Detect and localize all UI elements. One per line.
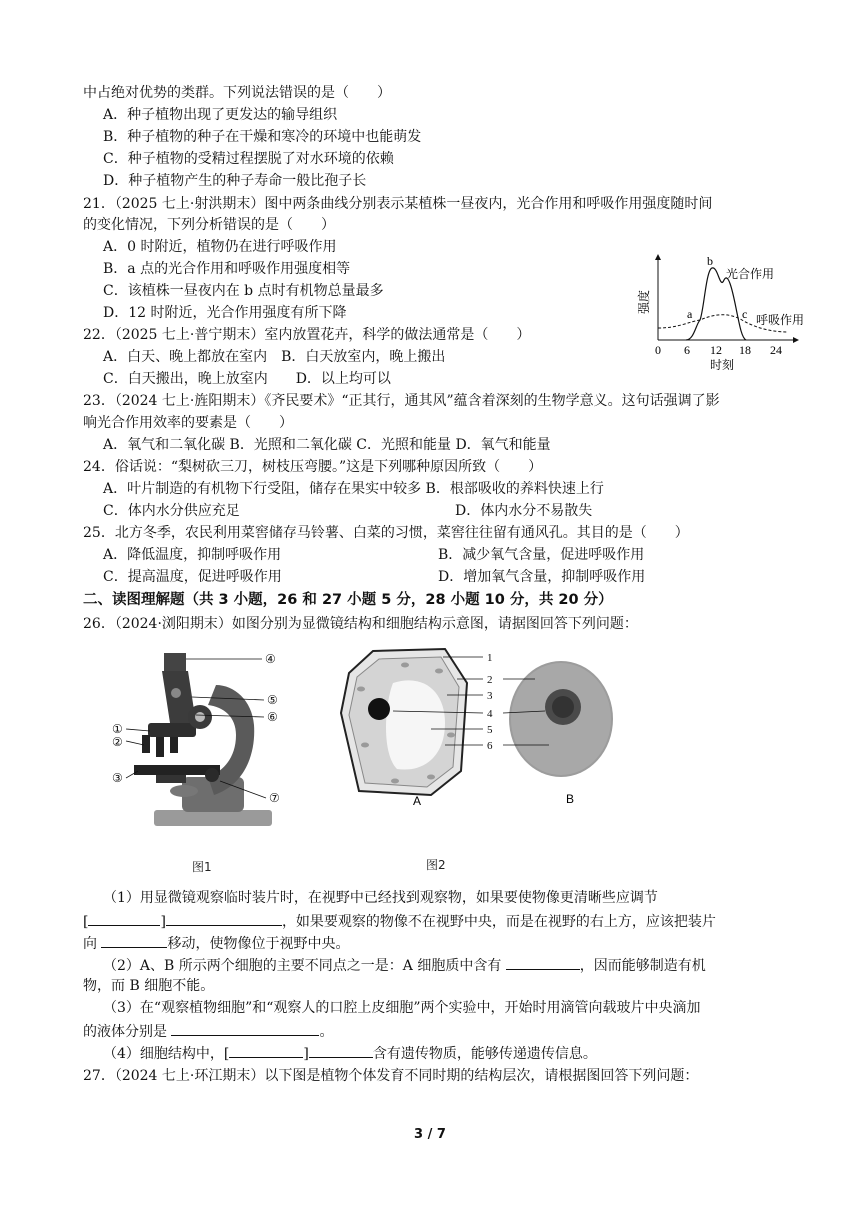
q26-part2-line1: （2）A、B 所示两个细胞的主要不同点之一是：A 细胞质中含有 ，因而能够制造有机 [103,954,706,976]
microscope-figure [104,645,300,830]
y-axis-arrow [655,254,661,260]
figure-1-caption: 图1 [192,860,212,874]
cell-label-2: 2 [487,674,493,686]
scope-label-1: ① [112,722,123,736]
plant-nucleus [368,698,390,720]
q25-option-a: A．降低温度，抑制呼吸作用 [103,547,282,563]
q26-part4: （4）细胞结构中，[ ] 含有遗传物质，能够传递遗传信息。 [103,1042,597,1064]
q23-stem-line2: 响光合作用效率的要素是（ ） [83,415,293,431]
cell-label-1: 1 [487,652,493,664]
q20-stem-tail: 中占绝对优势的类群。下列说法错误的是（ ） [83,85,391,101]
q25-stem: 25．北方冬季，农民利用菜窖储存马铃薯、白菜的习惯，菜窖往往留有通风孔。其目的是（ ） [83,525,689,541]
respiration-label: 呼吸作用 [756,313,805,327]
point-c-label: c [742,307,748,321]
answer-blank-4a[interactable] [229,1042,303,1058]
q26-part1-line3: 向 移动，使物像位于视野中央。 [83,932,349,954]
q26-stem: 26．（2024·浏阳期末）如图分别为显微镜结构和细胞结构示意图，请据图回答下列问题： [83,616,638,632]
q20-option-c: C．种子植物的受精过程摆脱了对水环境的依赖 [103,151,394,167]
answer-blank-1c[interactable] [101,932,167,948]
scope-label-6: ⑥ [267,710,278,724]
answer-blank-1a[interactable] [88,910,160,926]
cell-b-label: B [566,792,575,806]
q21-option-a: A．0 时附近，植物仍在进行呼吸作用 [103,239,337,255]
q22-stem: 22．（2025 七上·普宁期末）室内放置花卉，科学的做法通常是（ ） [83,327,531,343]
nosepiece [148,723,196,737]
q21-stem-line1: 21．（2025 七上·射洪期末）图中两条曲线分别表示某植株一昼夜内，光合作用和呼吸作用强度随时间 [83,196,713,212]
q20-option-a: A．种子植物出现了更发达的输导组织 [103,107,338,123]
cell-structure-figure [335,643,645,813]
tick-12: 12 [710,343,722,357]
q20-option-b: B．种子植物的种子在干燥和寒冷的环境中也能萌发 [103,129,422,145]
q27-stem: 27．（2024 七上·环江期末）以下图是植物个体发育不同时期的结构层次，请根据图回答下列问题： [83,1068,699,1084]
figure-2-caption: 图2 [426,858,446,872]
mirror-icon [170,785,198,797]
x-axis-label: 时刻 [710,358,735,372]
tick-0: 0 [655,343,661,357]
q25-option-c: C．提高温度，促进呼吸作用 [103,569,282,585]
q23-options: A．氧气和二氧化碳 B．光照和二氧化碳 C．光照和能量 D．氧气和能量 [103,437,551,453]
q24-options-ab: A．叶片制造的有机物下行受阻，储存在果实中较多 B．根部吸收的养料快速上行 [103,481,604,497]
microscope-base [154,810,272,826]
q21-stem-line2: 的变化情况，下列分析错误的是（ ） [83,217,335,233]
photosynthesis-label: 光合作用 [726,267,775,281]
answer-blank-4b[interactable] [309,1042,373,1058]
tick-24: 24 [770,343,782,357]
scope-label-4: ④ [265,652,276,666]
q20-option-d: D．种子植物产生的种子寿命一般比孢子长 [103,173,367,189]
eyepiece-icon [164,653,186,671]
q25-option-d: D．增加氧气含量，抑制呼吸作用 [438,569,646,585]
cell-label-4: 4 [487,708,493,720]
q22-options-ab: A．白天、晚上都放在室内 B．白天放室内，晚上搬出 [103,349,446,365]
q26-part1-line2: [ ] ，如果要观察的物像不在视野中央，而是在视野的右上方，应该把装片 [83,910,716,932]
q24-stem: 24．俗话说：“梨树砍三刀，树枝压弯腰。”这是下列哪种原因所致（ ） [83,459,543,475]
photosynthesis-respiration-graph [628,250,828,375]
q24-option-d: D．体内水分不易散失 [455,503,593,519]
cell-label-3: 3 [487,690,493,702]
q21-option-b: B．a 点的光合作用和呼吸作用强度相等 [103,261,351,277]
fine-focus-knob [205,768,219,782]
scope-label-3: ③ [112,771,123,785]
x-axis-arrow [793,337,799,343]
point-a-label: a [687,307,693,321]
scope-label-7: ⑦ [269,791,280,805]
q21-option-d: D．12 时附近，光合作用强度有所下降 [103,305,347,321]
q26-part2-line2: 物，而 B 细胞不能。 [83,978,215,994]
q26-part3-line2: 的液体分别是 。 [83,1020,333,1042]
cell-label-5: 5 [487,724,493,736]
answer-blank-3[interactable] [171,1020,319,1036]
q26-part3-line1: （3）在“观察植物细胞”和“观察人的口腔上皮细胞”两个实验中，开始时用滴管向载玻片中央滴加 [103,1000,701,1016]
q25-option-b: B．减少氧气含量，促进呼吸作用 [438,547,645,563]
answer-blank-1b[interactable] [166,910,282,926]
q21-option-c: C．该植株一昼夜内在 b 点时有机物总量最多 [103,283,384,299]
scope-label-2: ② [112,735,123,749]
page-number: 3 / 7 [414,1127,446,1142]
tick-6: 6 [684,343,690,357]
q22-options-cd: C．白天搬出，晚上放室内 D．以上均可以 [103,371,391,387]
cell-label-6: 6 [487,740,493,752]
section-2-heading: 二、读图理解题（共 3 小题，26 和 27 小题 5 分，28 小题 10 分，共 20 分） [83,592,613,608]
tick-18: 18 [739,343,751,357]
q26-part1-line1: （1）用显微镜观察临时装片时，在视野中已经找到观察物，如果要使物像更清晰些应调节 [103,890,658,906]
q23-stem-line1: 23．（2024 七上·旌阳期末）《齐民要术》“正其行，通其风”蕴含着深刻的生物学意义。这句话强调了影 [83,393,720,409]
answer-blank-2[interactable] [506,954,580,970]
q24-option-c: C．体内水分供应充足 [103,503,240,519]
cell-a-label: A [413,794,422,808]
point-b-label: b [707,254,713,268]
y-axis-label: 强度 [637,289,651,314]
scope-label-5: ⑤ [267,693,278,707]
